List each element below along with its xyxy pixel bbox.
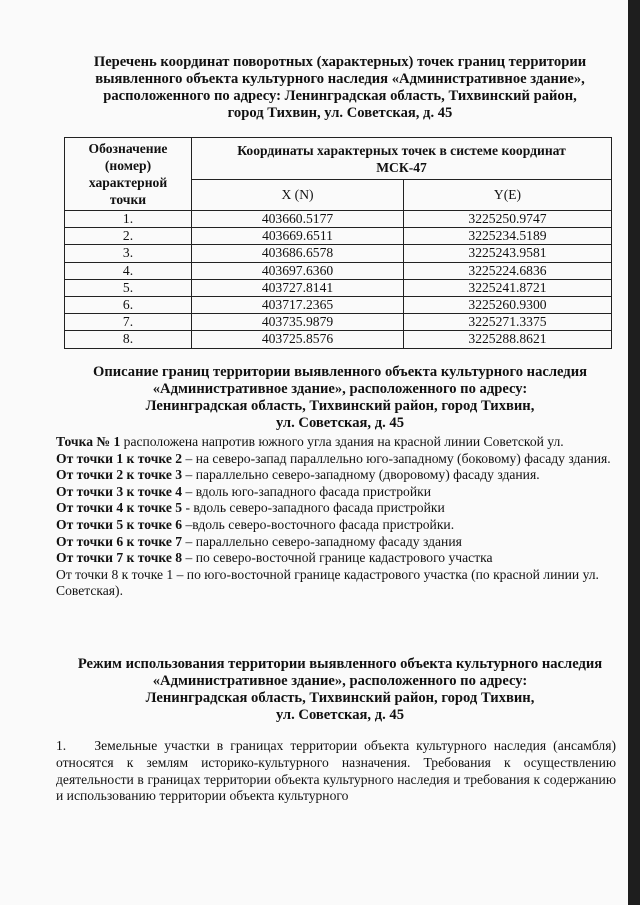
table-row <box>65 245 612 262</box>
heading-line: «Административное здание», расположенного по адресу: <box>152 381 528 397</box>
scan-edge <box>628 0 640 905</box>
header-coordinates: Координаты характерных точек в системе координат МСК-47 <box>192 138 612 180</box>
table-row <box>65 262 612 279</box>
heading-line: «Административное здание», расположенного по адресу: <box>152 673 528 689</box>
point-number: 8. <box>65 331 192 348</box>
table-row <box>65 331 612 348</box>
x-coordinate: 403735.9879 <box>192 314 404 331</box>
regime-heading <box>60 656 620 724</box>
boundary-item: От точки 5 к точке 6 –вдоль северо-восточного фасада пристройки. <box>56 516 455 532</box>
point-number: 5. <box>65 279 192 296</box>
boundary-item: От точки 7 к точке 8 – по северо-восточной границе кадастрового участка <box>56 550 493 566</box>
point-number: 1. <box>65 211 192 228</box>
table-row <box>65 314 612 331</box>
coordinates-table <box>64 137 612 349</box>
heading-line: Ленинградская область, Тихвинский район, город Тихвин, <box>145 398 535 414</box>
boundary-item: Точка № 1 расположена напротив южного угла здания на красной линии Советской ул. <box>56 434 564 449</box>
header-x: X (N) <box>192 180 404 211</box>
heading-line: ул. Советская, д. 45 <box>275 415 405 431</box>
heading-line: Режим использования территории выявленного объекта культурного наследия <box>77 656 603 672</box>
y-coordinate: 3225288.8621 <box>404 331 612 348</box>
boundary-description <box>56 434 616 600</box>
document-title <box>60 54 620 122</box>
x-coordinate: 403660.5177 <box>192 211 404 228</box>
point-number: 6. <box>65 296 192 313</box>
y-coordinate: 3225243.9581 <box>404 245 612 262</box>
heading-line: Описание границ территории выявленного объекта культурного наследия <box>92 364 587 380</box>
title-line: город Тихвин, ул. Советская, д. 45 <box>227 105 453 121</box>
heading-line: ул. Советская, д. 45 <box>275 707 405 723</box>
boundary-item: От точки 4 к точке 5 - вдоль северо-западного фасада пристройки <box>56 500 445 516</box>
y-coordinate: 3225234.5189 <box>404 228 612 245</box>
boundary-heading <box>60 364 620 432</box>
point-number: 3. <box>65 245 192 262</box>
point-number: 4. <box>65 262 192 279</box>
table-row <box>65 296 612 313</box>
boundary-item: От точки 2 к точке 3 – параллельно северо-западному (дворовому) фасаду здания. <box>56 467 540 483</box>
boundary-item: От точки 3 к точке 4 – вдоль юго-западного фасада пристройки <box>56 483 432 499</box>
boundary-item: От точки 6 к точке 7 – параллельно северо-западному фасаду здания <box>56 533 462 549</box>
x-coordinate: 403697.6360 <box>192 262 404 279</box>
x-coordinate: 403686.6578 <box>192 245 404 262</box>
x-coordinate: 403669.6511 <box>192 228 404 245</box>
header-point-number: Обозначение (номер) характерной точки <box>65 138 192 211</box>
table-row <box>65 279 612 296</box>
y-coordinate: 3225250.9747 <box>404 211 612 228</box>
y-coordinate: 3225260.9300 <box>404 296 612 313</box>
title-line: Перечень координат поворотных (характерных) точек границ территории <box>93 54 587 70</box>
title-line: расположенного по адресу: Ленинградская область, Тихвинский район, <box>103 88 577 104</box>
regime-paragraph: 1. Земельные участки в границах территории объекта культурного наследия (ансамбля) относятся к землям историко-культурного назначения. Требования к осуществлению деятельности в границах территории объекта культурного наследия и требования к содержанию и использованию территории объекта культурного <box>56 738 616 804</box>
table-row <box>65 228 612 245</box>
x-coordinate: 403727.8141 <box>192 279 404 296</box>
header-y: Y(E) <box>404 180 612 211</box>
boundary-item: От точки 8 к точке 1 – по юго-восточной границе кадастрового участка (по красной линии ул. Советская). <box>56 566 599 599</box>
point-number: 2. <box>65 228 192 245</box>
heading-line: Ленинградская область, Тихвинский район, город Тихвин, <box>145 690 535 706</box>
table-row <box>65 211 612 228</box>
boundary-item: От точки 1 к точке 2 – на северо-запад параллельно юго-западному (боковому) фасаду здания. <box>56 450 611 466</box>
title-line: выявленного объекта культурного наследия «Административное здание», <box>95 71 585 87</box>
y-coordinate: 3225271.3375 <box>404 314 612 331</box>
y-coordinate: 3225241.8721 <box>404 279 612 296</box>
x-coordinate: 403725.8576 <box>192 331 404 348</box>
y-coordinate: 3225224.6836 <box>404 262 612 279</box>
point-number: 7. <box>65 314 192 331</box>
x-coordinate: 403717.2365 <box>192 296 404 313</box>
